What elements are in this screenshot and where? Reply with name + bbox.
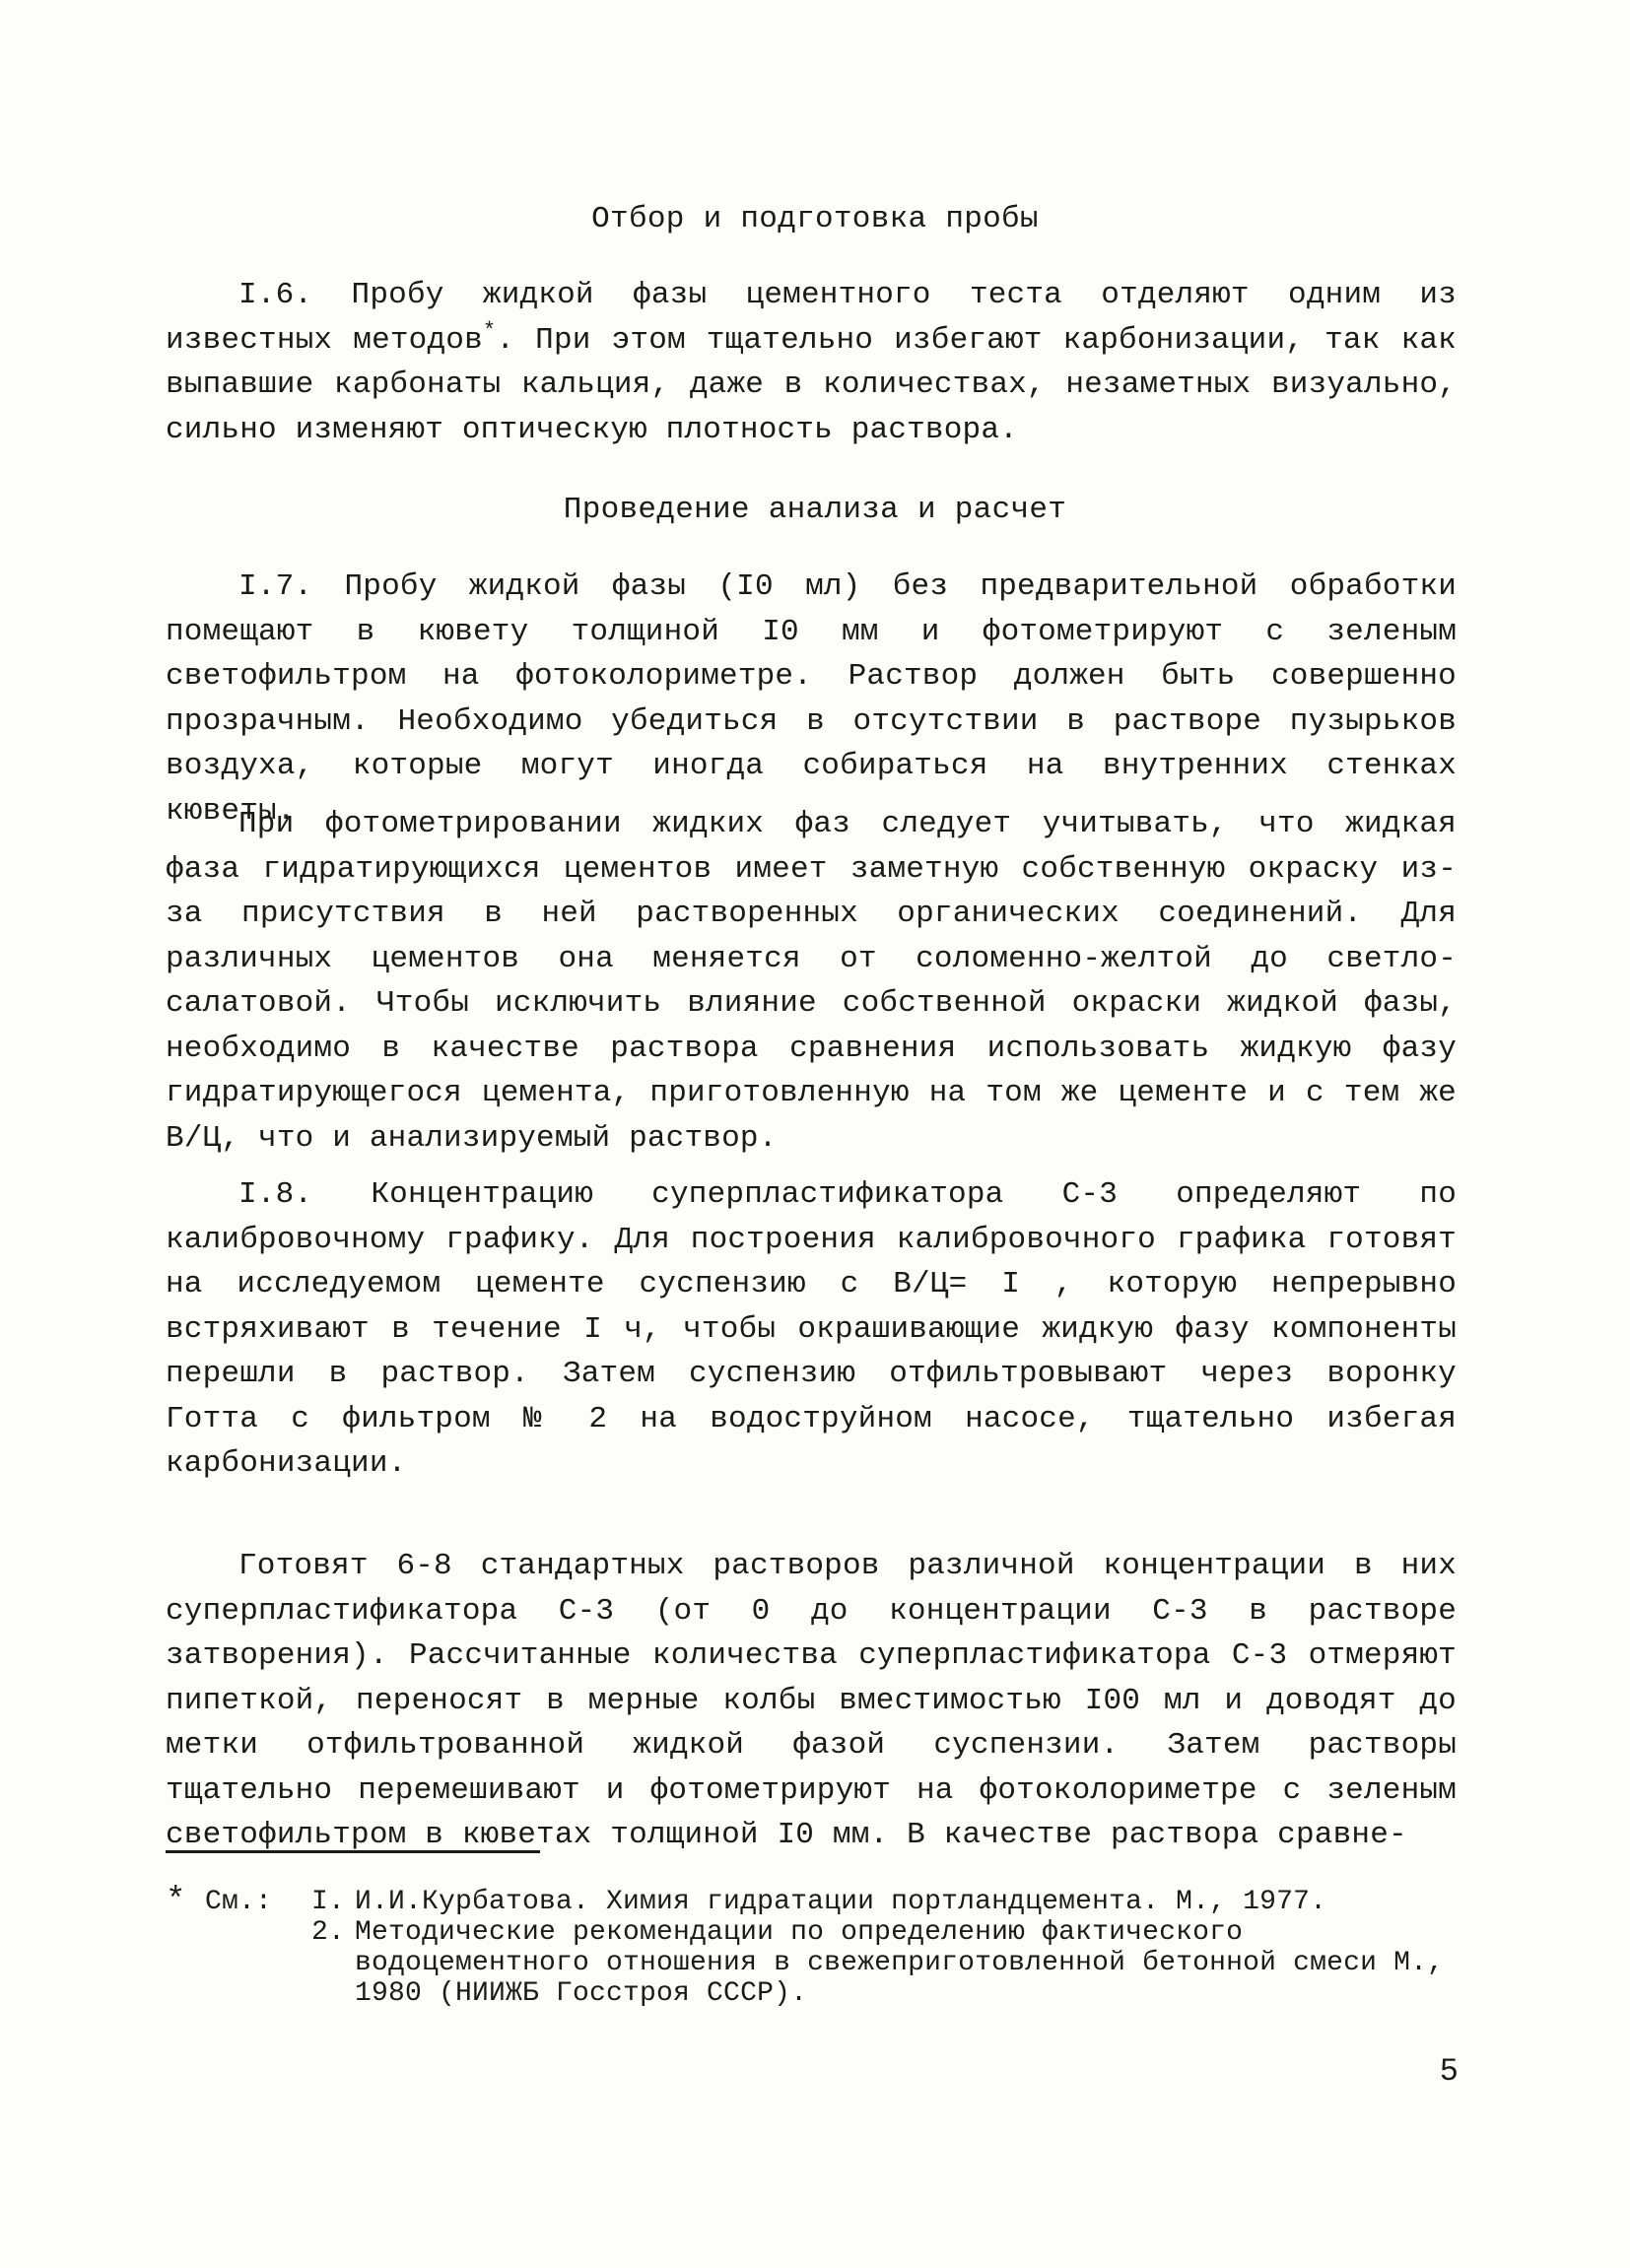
page-number: 5 <box>1439 2053 1459 2090</box>
footnote-item-1 <box>166 1883 1466 1920</box>
footnote-item-2-text: Методические рекомендации по определению фактического водоцементного отношения в свежеприготовленной бетонной смеси М., 1980 (НИИЖБ Госстроя СССР). <box>355 1917 1445 2009</box>
paragraph-photometry: При фотометрировании жидких фаз следует учитывать, что жидкая фаза гидратирующихся цементов имеет заметную собственную окраску из-за присутствия в ней растворенных органических соединений. Для различных цементов она меняется от соломенно-желтой до светло-салатовой. Чтобы исключить влияние собственной окраски жидкой фазы, необходимо в качестве раствора сравнения использовать жидкую фазу гидратирующегося цемента, приготовленную на том же цементе и с тем же В/Ц, что и анализируемый раствор. <box>166 807 1457 1156</box>
paragraph-1-6-text: I.6. Пробу жидкой фазы цементного теста отделяют одним из известных методов <box>166 278 1457 358</box>
footnotes <box>166 1883 1466 2009</box>
footnote-item-1-number: I. <box>311 1887 346 1917</box>
footnote-item-2-number: 2. <box>311 1917 346 1948</box>
footnote-mark: * <box>166 1883 186 1920</box>
paragraph-1-6 <box>166 273 1457 452</box>
footnote-item-2 <box>166 1917 1466 2009</box>
footnote-prefix: См.: <box>205 1887 273 1917</box>
footnote-item-1-text: И.И.Курбатова. Химия гидратации портландцемента. М., 1977. <box>355 1887 1327 1917</box>
footnote-divider <box>166 1850 540 1853</box>
section-heading-sampling: Отбор и подготовка пробы <box>591 202 1039 236</box>
paragraph-1-7: I.7. Пробу жидкой фазы (I0 мл) без предварительной обработки помещают в кювету толщиной I0 мм и фотометрируют с зеленым светофильтром на фотоколориметре. Раствор должен быть совершенно прозрачным. Необходимо убедиться в отсутствии в растворе пузырьков воздуха, которые могут иногда собираться на внутренних стенках кюветы. <box>166 569 1457 829</box>
paragraph-1-8: I.8. Концентрацию суперпластификатора С-3 определяют по калибровочному графику. Для построения калибровочного графика готовят на исследуемом цементе суспензию с В/Ц= I , которую непрерывно встряхивают в течение I ч, чтобы окрашивающие жидкую фазу компоненты перешли в раствор. Затем суспензию отфильтровывают через воронку Готта с фильтром № 2 на водоструйном насосе, тщательно избегая карбонизации. <box>166 1177 1457 1481</box>
paragraph-standards: Готовят 6-8 стандартных растворов различной концентрации в них суперпластификатора С-3 (от 0 до концентрации С-3 в растворе затворения). Рассчитанные количества суперпластификатора С-3 отмеряют пипеткой, переносят в мерные колбы вместимостью I00 мл и доводят до метки отфильтрованной жидкой фазой суспензии. Затем растворы тщательно перемешивают и фотометрируют на фотоколориметре с зеленым светофильтром в кюветах толщиной I0 мм. В качестве раствора сравне- <box>166 1549 1457 1852</box>
footnote-reference: * <box>482 318 497 344</box>
paragraph-1-6-continuation: . При этом тщательно избегают карбонизации, так как выпавшие карбонаты кальция, даже в количествах, незаметных визуально, сильно изменяют оптическую плотность раствора. <box>166 322 1457 447</box>
section-heading-analysis: Проведение анализа и расчет <box>563 493 1067 527</box>
